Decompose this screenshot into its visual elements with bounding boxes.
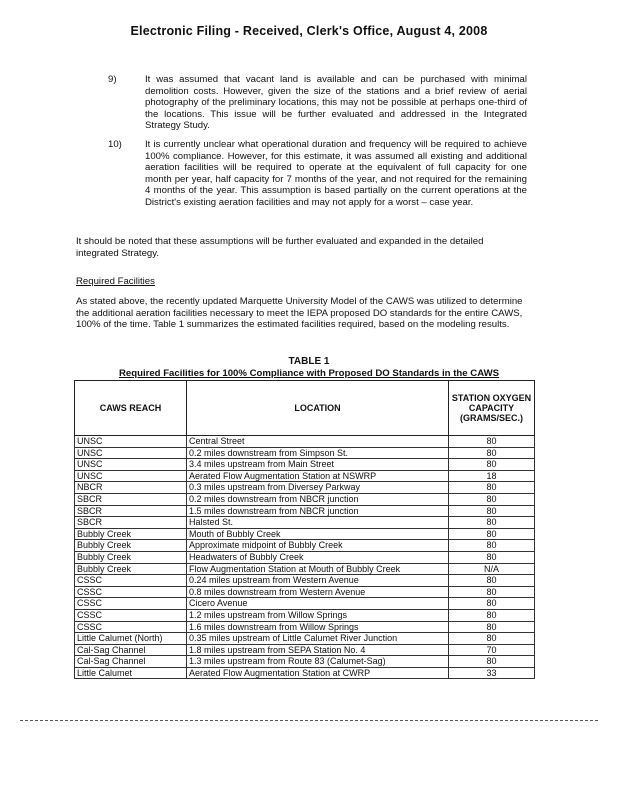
cell-reach: SBCR — [75, 517, 187, 529]
cell-location: 0.35 miles upstream of Little Calumet River Junction — [187, 633, 449, 645]
cell-capacity: 80 — [449, 517, 535, 529]
cell-capacity: 33 — [449, 667, 535, 679]
table-row — [75, 667, 535, 679]
cell-reach: CSSC — [75, 575, 187, 587]
table-row — [75, 517, 535, 529]
table-row — [75, 505, 535, 517]
cell-capacity: 80 — [449, 482, 535, 494]
table-row — [75, 621, 535, 633]
cell-reach: CSSC — [75, 621, 187, 633]
section-heading: Required Facilities — [76, 276, 155, 287]
table-row — [75, 598, 535, 610]
table-row — [75, 482, 535, 494]
cell-capacity: 80 — [449, 540, 535, 552]
table-row — [75, 528, 535, 540]
cell-capacity: 80 — [449, 551, 535, 563]
cell-reach: UNSC — [75, 436, 187, 448]
cell-reach: Cal-Sag Channel — [75, 656, 187, 668]
cell-location: 0.8 miles downstream from Western Avenue — [187, 586, 449, 598]
cell-reach: UNSC — [75, 447, 187, 459]
item-number: 9) — [108, 74, 117, 85]
cell-capacity: 80 — [449, 633, 535, 645]
table-row — [75, 436, 535, 448]
cell-reach: Cal-Sag Channel — [75, 644, 187, 656]
facilities-table — [74, 380, 535, 679]
cell-reach: CSSC — [75, 609, 187, 621]
page-divider — [20, 720, 598, 721]
cell-location: 0.24 miles upstream from Western Avenue — [187, 575, 449, 587]
cell-reach: CSSC — [75, 586, 187, 598]
cell-location: Halsted St. — [187, 517, 449, 529]
cell-capacity: 80 — [449, 656, 535, 668]
col-header-reach: CAWS REACH — [75, 381, 187, 436]
cell-reach: Bubbly Creek — [75, 540, 187, 552]
cell-location: 1.6 miles downstream from Willow Springs — [187, 621, 449, 633]
table-row — [75, 459, 535, 471]
page-header: Electronic Filing - Received, Clerk's Office, August 4, 2008 — [130, 24, 488, 38]
cell-location: Aerated Flow Augmentation Station at CWRP — [187, 667, 449, 679]
table-subtitle: Required Facilities for 100% Compliance with Proposed DO Standards in the CAWS — [118, 368, 500, 379]
table-row — [75, 633, 535, 645]
cell-location: 0.2 miles downstream from NBCR junction — [187, 493, 449, 505]
cell-location: 1.8 miles upstream from SEPA Station No. 4 — [187, 644, 449, 656]
cell-capacity: 80 — [449, 609, 535, 621]
cell-reach: SBCR — [75, 505, 187, 517]
col-header-location: LOCATION — [187, 381, 449, 436]
table-row — [75, 470, 535, 482]
item-text: It was assumed that vacant land is available and can be purchased with minimal demolition costs. However, given the size of the stations and a brief review of aerial photography of the preliminary locations, this may not be possible at perhaps one-third of the locations. This issue will be further evaluated and addressed in the Integrated Strategy Study. — [145, 74, 527, 132]
cell-capacity: 80 — [449, 598, 535, 610]
cell-location: Cicero Avenue — [187, 598, 449, 610]
cell-location: 0.2 miles downstream from Simpson St. — [187, 447, 449, 459]
cell-capacity: 80 — [449, 436, 535, 448]
cell-capacity: 80 — [449, 459, 535, 471]
table-row — [75, 644, 535, 656]
table-title: TABLE 1 — [288, 356, 330, 367]
cell-capacity: 80 — [449, 447, 535, 459]
table-row — [75, 493, 535, 505]
cell-location: Central Street — [187, 436, 449, 448]
table-row — [75, 551, 535, 563]
cell-capacity: 80 — [449, 575, 535, 587]
cell-location: 3.4 miles upstream from Main Street — [187, 459, 449, 471]
table-row — [75, 609, 535, 621]
cell-capacity: 80 — [449, 505, 535, 517]
table-row — [75, 656, 535, 668]
table-row — [75, 575, 535, 587]
cell-reach: UNSC — [75, 470, 187, 482]
item-text: It is currently unclear what operational duration and frequency will be required to achieve 100% compliance. However, for this estimate, it was assumed all existing and additional aeration facilities will be required to operate at the equivalent of full capacity for one month per year, half capacity for 7 months of the year, and not required for the remaining 4 months of the year. This assumption is based partially on the current operations at the District's existing aeration facilities and may not apply for a worst – case year. — [145, 139, 527, 208]
cell-capacity: N/A — [449, 563, 535, 575]
cell-location: Mouth of Bubbly Creek — [187, 528, 449, 540]
cell-capacity: 80 — [449, 621, 535, 633]
intro-paragraph: As stated above, the recently updated Marquette University Model of the CAWS was utilized to determine the additional aeration facilities necessary to meet the IEPA proposed DO standards for the entire CAWS, 100% of the time. Table 1 summarizes the estimated facilities required, based on the modeling results. — [76, 296, 523, 331]
cell-reach: Little Calumet (North) — [75, 633, 187, 645]
cell-location: Approximate midpoint of Bubbly Creek — [187, 540, 449, 552]
cell-reach: Bubbly Creek — [75, 551, 187, 563]
cell-location: 0.3 miles upstream from Diversey Parkway — [187, 482, 449, 494]
cell-reach: SBCR — [75, 493, 187, 505]
cell-capacity: 18 — [449, 470, 535, 482]
cell-location: Aerated Flow Augmentation Station at NSWRP — [187, 470, 449, 482]
cell-capacity: 80 — [449, 528, 535, 540]
cell-location: 1.3 miles upstream from Route 83 (Calumet-Sag) — [187, 656, 449, 668]
cell-location: Headwaters of Bubbly Creek — [187, 551, 449, 563]
cell-capacity: 80 — [449, 493, 535, 505]
item-number: 10) — [108, 139, 122, 150]
cell-reach: Bubbly Creek — [75, 528, 187, 540]
cell-location: 1.2 miles upstream from Willow Springs — [187, 609, 449, 621]
cell-reach: CSSC — [75, 598, 187, 610]
cell-reach: UNSC — [75, 459, 187, 471]
col-header-capacity: STATION OXYGEN CAPACITY (GRAMS/SEC.) — [449, 381, 535, 436]
cell-reach: Little Calumet — [75, 667, 187, 679]
cell-capacity: 70 — [449, 644, 535, 656]
table-row — [75, 540, 535, 552]
cell-location: 1.5 miles downstream from NBCR junction — [187, 505, 449, 517]
cell-reach: Bubbly Creek — [75, 563, 187, 575]
table-row — [75, 586, 535, 598]
table-row — [75, 447, 535, 459]
table-row — [75, 563, 535, 575]
table-header-row — [75, 381, 535, 436]
assumptions-note: It should be noted that these assumptions will be further evaluated and expanded in the detailed integrated Strategy. — [76, 236, 484, 259]
cell-capacity: 80 — [449, 586, 535, 598]
cell-reach: NBCR — [75, 482, 187, 494]
cell-location: Flow Augmentation Station at Mouth of Bubbly Creek — [187, 563, 449, 575]
